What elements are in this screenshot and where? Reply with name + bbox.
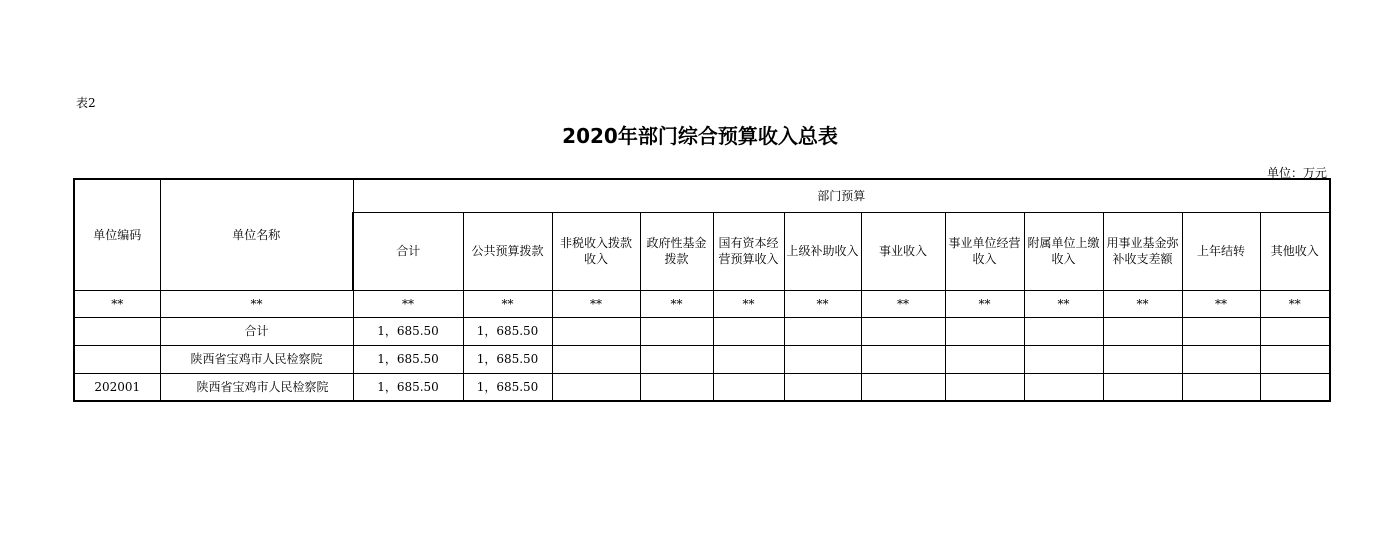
row-total: 1，685.50 bbox=[353, 345, 463, 373]
marker-cell: ** bbox=[74, 290, 160, 317]
table-number: 表2 bbox=[76, 96, 96, 110]
marker-cell: ** bbox=[1260, 290, 1330, 317]
empty-cell bbox=[1182, 373, 1260, 401]
empty-cell bbox=[1260, 345, 1330, 373]
header-row-group bbox=[74, 179, 1330, 212]
row-total: 1，685.50 bbox=[353, 317, 463, 345]
header-state-capital: 国有资本经营预算收入 bbox=[713, 212, 784, 290]
empty-cell bbox=[945, 373, 1024, 401]
header-business-operation: 事业单位经营收入 bbox=[945, 212, 1024, 290]
empty-cell bbox=[713, 317, 784, 345]
empty-cell bbox=[784, 345, 861, 373]
row-code bbox=[74, 345, 160, 373]
empty-cell bbox=[945, 317, 1024, 345]
empty-cell bbox=[1024, 345, 1103, 373]
marker-cell: ** bbox=[945, 290, 1024, 317]
empty-cell bbox=[1103, 317, 1182, 345]
marker-cell: ** bbox=[1024, 290, 1103, 317]
header-total: 合计 bbox=[353, 212, 463, 290]
empty-cell bbox=[861, 317, 945, 345]
header-business-income: 事业收入 bbox=[861, 212, 945, 290]
marker-cell: ** bbox=[160, 290, 353, 317]
marker-cell: ** bbox=[1182, 290, 1260, 317]
row-name: 合计 bbox=[160, 317, 353, 345]
marker-cell: ** bbox=[713, 290, 784, 317]
row-total: 1，685.50 bbox=[353, 373, 463, 401]
empty-cell bbox=[945, 345, 1024, 373]
empty-cell bbox=[552, 373, 640, 401]
empty-cell bbox=[1103, 345, 1182, 373]
row-name: 陕西省宝鸡市人民检察院 bbox=[160, 373, 353, 401]
empty-cell bbox=[861, 345, 945, 373]
header-non-tax: 非税收入拨款收入 bbox=[552, 212, 640, 290]
empty-cell bbox=[552, 317, 640, 345]
header-other-income: 其他收入 bbox=[1260, 212, 1330, 290]
budget-income-table bbox=[73, 178, 1331, 402]
page-title: 2020年部门综合预算收入总表 bbox=[562, 124, 838, 148]
empty-cell bbox=[1024, 317, 1103, 345]
row-public-budget: 1，685.50 bbox=[463, 317, 552, 345]
header-unit-code: 单位编码 bbox=[74, 179, 160, 290]
marker-cell: ** bbox=[353, 290, 463, 317]
unit-label: 单位：万元 bbox=[1266, 166, 1327, 180]
row-name: 陕西省宝鸡市人民检察院 bbox=[160, 345, 353, 373]
empty-cell bbox=[784, 317, 861, 345]
header-affiliated-units: 附属单位上缴收入 bbox=[1024, 212, 1103, 290]
empty-cell bbox=[1260, 373, 1330, 401]
empty-cell bbox=[784, 373, 861, 401]
marker-cell: ** bbox=[1103, 290, 1182, 317]
marker-row bbox=[74, 290, 1330, 317]
header-public-budget: 公共预算拨款 bbox=[463, 212, 552, 290]
empty-cell bbox=[1260, 317, 1330, 345]
header-gov-fund: 政府性基金拨款 bbox=[640, 212, 713, 290]
empty-cell bbox=[640, 345, 713, 373]
empty-cell bbox=[1182, 317, 1260, 345]
row-public-budget: 1，685.50 bbox=[463, 345, 552, 373]
header-carryover: 上年结转 bbox=[1182, 212, 1260, 290]
row-public-budget: 1，685.50 bbox=[463, 373, 552, 401]
empty-cell bbox=[640, 373, 713, 401]
header-unit-name: 单位名称 bbox=[160, 179, 353, 290]
marker-cell: ** bbox=[784, 290, 861, 317]
row-code: 202001 bbox=[74, 373, 160, 401]
empty-cell bbox=[1103, 373, 1182, 401]
empty-cell bbox=[1182, 345, 1260, 373]
marker-cell: ** bbox=[861, 290, 945, 317]
table-row bbox=[74, 373, 1330, 401]
empty-cell bbox=[552, 345, 640, 373]
empty-cell bbox=[861, 373, 945, 401]
row-code bbox=[74, 317, 160, 345]
table-row bbox=[74, 317, 1330, 345]
empty-cell bbox=[640, 317, 713, 345]
header-business-fund: 用事业基金弥补收支差额 bbox=[1103, 212, 1182, 290]
marker-cell: ** bbox=[640, 290, 713, 317]
empty-cell bbox=[713, 345, 784, 373]
header-superior-subsidy: 上级补助收入 bbox=[784, 212, 861, 290]
header-department-budget: 部门预算 bbox=[353, 179, 1330, 212]
marker-cell: ** bbox=[463, 290, 552, 317]
table-row bbox=[74, 345, 1330, 373]
empty-cell bbox=[713, 373, 784, 401]
empty-cell bbox=[1024, 373, 1103, 401]
marker-cell: ** bbox=[552, 290, 640, 317]
